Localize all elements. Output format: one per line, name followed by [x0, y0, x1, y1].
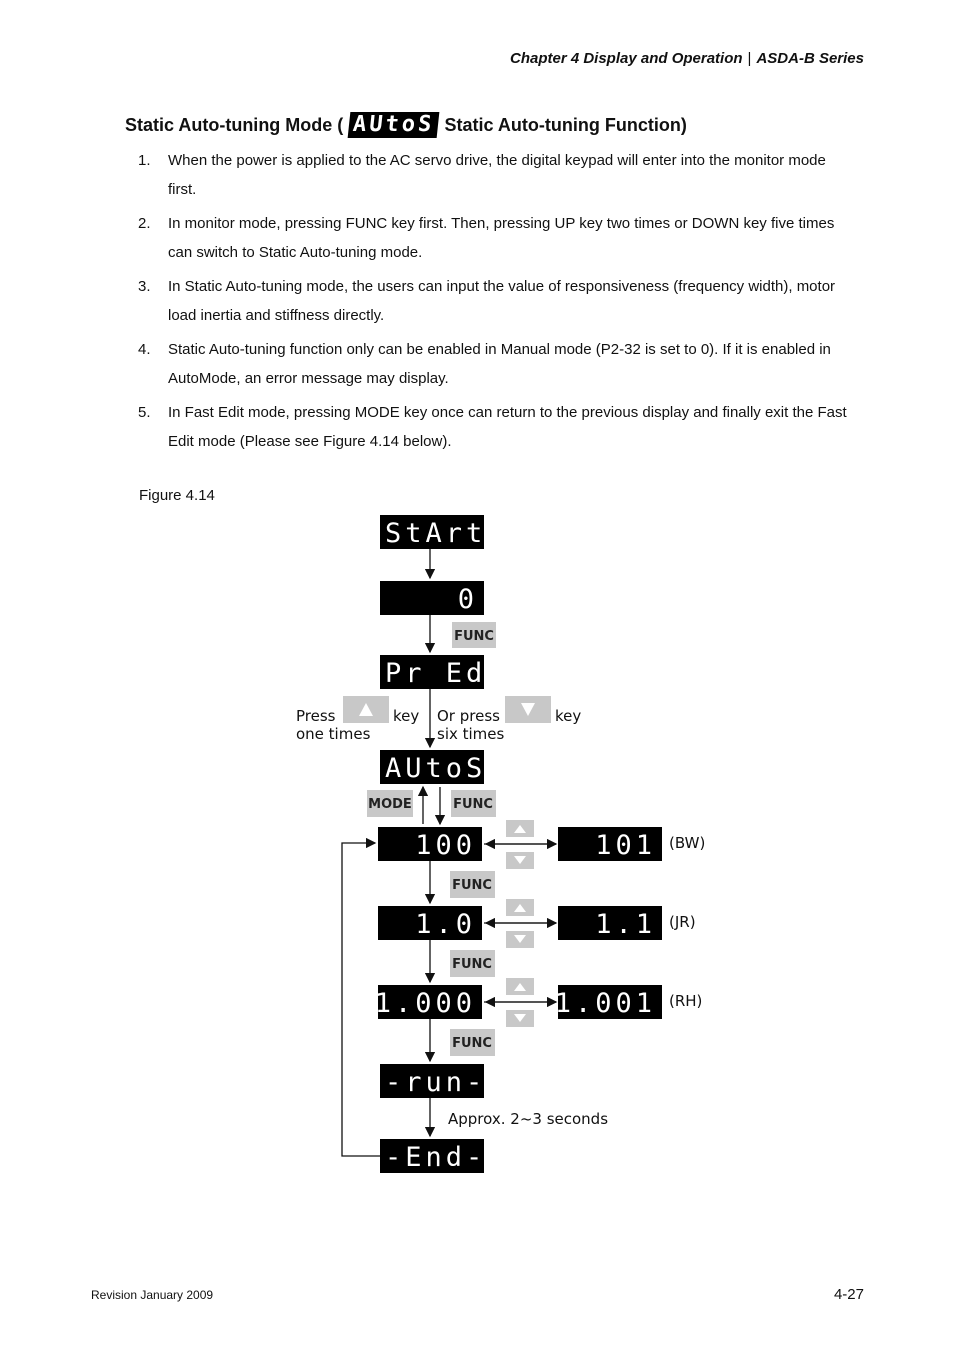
down-key-icon[interactable]: [505, 696, 551, 723]
up-key-icon[interactable]: [506, 899, 534, 916]
header-series: ASDA-B Series: [756, 50, 864, 67]
list-item: 2. In monitor mode, pressing FUNC key first. Then, pressing UP key two times or DOWN key five times can switch to Static Auto-tuning mode.: [138, 215, 835, 261]
svg-text:StArt: StArt: [385, 518, 487, 549]
bw-label: (BW): [669, 834, 706, 852]
list-item: 3. In Static Auto-tuning mode, the users can input the value of responsiveness (frequency width), motor load inertia and stiffness directly.: [138, 278, 836, 324]
approx-label: Approx. 2~3 seconds: [448, 1110, 609, 1128]
up-key-icon[interactable]: [343, 696, 389, 723]
jr-label: (JR): [669, 913, 696, 931]
display-rh-value: [375, 985, 482, 1019]
func-key[interactable]: [450, 1029, 495, 1056]
down-key-icon[interactable]: [506, 1010, 534, 1027]
display-bw-value: [378, 827, 482, 861]
down-key-icon[interactable]: [506, 931, 534, 948]
display-autos: [380, 750, 486, 784]
list-item: 4. Static Auto-tuning function only can be enabled in Manual mode (P2-32 is set to 0). If it is enabled in AutoMode, an error message may display.: [138, 341, 831, 387]
svg-text:Pr Ed: Pr Ed: [385, 658, 487, 689]
page-number: 4-27: [833, 1286, 864, 1303]
list-item: 1. When the power is applied to the AC servo drive, the digital keypad will enter into the monitor mode first.: [138, 152, 826, 198]
display-jr-value: [378, 906, 482, 940]
svg-text:101: 101: [595, 830, 656, 861]
svg-text:-run-: -run-: [385, 1067, 487, 1098]
key-label: key: [555, 707, 582, 725]
up-key-icon[interactable]: [506, 820, 534, 837]
up-key-icon[interactable]: [506, 978, 534, 995]
display-jr-next: [558, 906, 662, 940]
svg-text:-End-: -End-: [385, 1142, 487, 1173]
func-key[interactable]: [452, 622, 496, 648]
display-start: [380, 515, 486, 549]
svg-text:MODE: MODE: [368, 797, 412, 812]
svg-text:AUtoS: AUtoS: [385, 753, 487, 784]
svg-text:0: 0: [457, 584, 478, 615]
func-key[interactable]: [450, 950, 495, 977]
svg-text:1.000: 1.000: [374, 988, 476, 1019]
section-title-prefix: Static Auto-tuning Mode (: [125, 114, 344, 135]
svg-text:FUNC: FUNC: [453, 797, 493, 812]
six-times-label: six times: [437, 725, 505, 743]
svg-text:FUNC: FUNC: [452, 1036, 492, 1051]
display-end: [380, 1139, 486, 1173]
or-press-label: Or press: [437, 707, 500, 725]
press-label: Press: [296, 707, 336, 725]
svg-text:FUNC: FUNC: [454, 629, 494, 644]
list-item: 5. In Fast Edit mode, pressing MODE key once can return to the previous display and finally exit the Fast Edit mode (Please see Figure 4.14 below).: [138, 404, 847, 450]
func-key[interactable]: [450, 871, 495, 898]
display-pred: [380, 655, 486, 689]
svg-text:FUNC: FUNC: [452, 957, 492, 972]
key-label: key: [393, 707, 420, 725]
svg-text:1.001: 1.001: [554, 988, 656, 1019]
svg-text:100: 100: [415, 830, 476, 861]
down-key-icon[interactable]: [506, 852, 534, 869]
display-zero: [380, 581, 484, 615]
mode-key[interactable]: [367, 790, 413, 817]
running-header: Chapter 4 Display and Operation | ASDA-B Series: [509, 50, 864, 67]
section-title-suffix: Static Auto-tuning Function): [444, 114, 687, 135]
one-times-label: one times: [296, 725, 371, 743]
figure-caption: Figure 4.14: [139, 487, 215, 504]
svg-text:FUNC: FUNC: [452, 878, 492, 893]
display-run: [380, 1064, 486, 1098]
svg-text:1.0: 1.0: [415, 909, 476, 940]
display-bw-next: [558, 827, 662, 861]
autos-lcd-icon: AUtoS: [348, 112, 440, 138]
footer-revision: Revision January 2009: [91, 1288, 214, 1302]
rh-label: (RH): [669, 992, 703, 1010]
func-key[interactable]: [451, 790, 496, 817]
display-rh-next: [555, 985, 662, 1019]
svg-text:1.1: 1.1: [595, 909, 656, 940]
header-chapter: Chapter 4 Display and Operation: [509, 50, 743, 67]
